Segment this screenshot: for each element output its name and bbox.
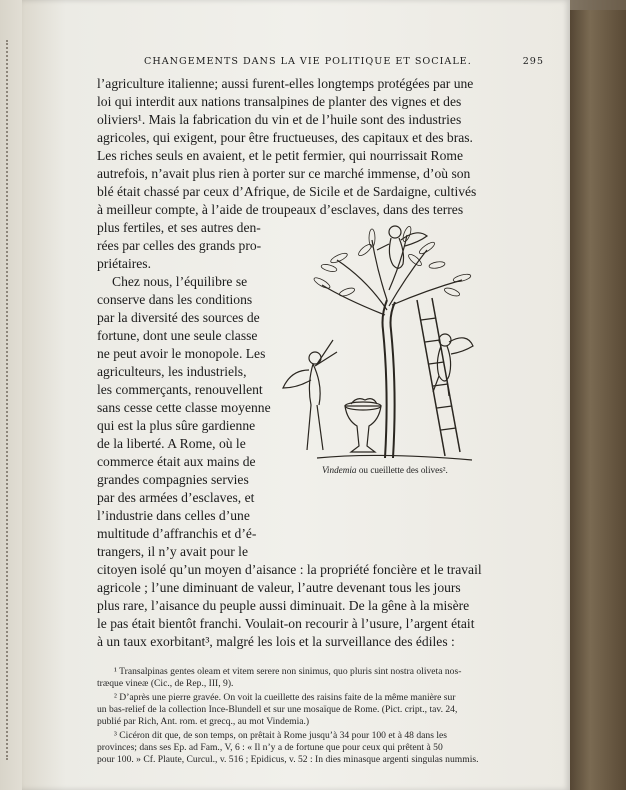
footnote-line: publié par Rich, Ant. rom. et grecq., au mot Vindemia.) — [97, 716, 310, 727]
body-line: autrefois, n’avait plus rien à porter sur ce marché immense, d’où son — [97, 166, 471, 181]
body-line: qui est la plus sûre gardienne — [97, 418, 256, 433]
footnote-line: un bas-relief de la collection Ince-Blundell et sur une mosaïque de Rome. (Pict. cript., tav. 24, — [97, 704, 458, 715]
body-line: grandes compagnies servies — [97, 472, 249, 487]
body-line: de la liberté. A Rome, où le — [97, 436, 246, 451]
body-line: à meilleur compte, à l’aide de troupeaux d’esclaves, dans des terres — [97, 202, 464, 217]
body-line: sans cesse cette classe moyenne — [97, 400, 271, 415]
body-line: loi qui interdit aux nations transalpines de planter des vignes et des — [97, 94, 462, 109]
body-line: blé était chassé par ceux d’Afrique, de Sicile et de Sardaigne, cultivés — [97, 184, 477, 199]
body-line: agricole ; l’une diminuant de valeur, l’autre devenant tous les jours — [97, 580, 461, 595]
body-line: à un taux exorbitant³, malgré les lois et la surveillance des édiles : — [97, 634, 455, 649]
book-page — [22, 0, 570, 790]
body-line: les commerçants, renouvellent — [97, 382, 263, 397]
body-line: commerce était aux mains de — [97, 454, 256, 469]
body-line: l’agriculture italienne; aussi furent-elles longtemps protégées par une — [97, 76, 474, 91]
footnote-line: provinces; dans ses Ep. ad Fam., V, 6 : « Il n’y a de fortune que pour ceux qui prêtent à 50 — [97, 742, 443, 753]
caption-text: ou cueillette des olives². — [356, 465, 448, 475]
footnote-line: ² D’après une pierre gravée. On voit la cueillette des raisins faite de la même manière sur — [114, 692, 456, 703]
body-line: multitude d’affranchis et d’é- — [97, 526, 257, 541]
body-line: Les riches seuls en avaient, et le petit fermier, qui nourrissait Rome — [97, 148, 463, 163]
page-number: 295 — [522, 56, 544, 67]
figure-caption — [322, 465, 448, 475]
body-line: conserve dans les conditions — [97, 292, 253, 307]
body-line: Chez nous, l’équilibre se — [112, 274, 248, 289]
body-line: trangers, il n’y avait pour le — [97, 544, 248, 559]
body-line: plus fertiles, et ses autres den- — [97, 220, 261, 235]
footnote-line: ³ Cicéron dit que, de son temps, on prêtait à Rome jusqu’à 34 pour 100 et à 48 dans les — [114, 730, 447, 741]
vindemia-illustration — [277, 220, 482, 465]
body-line: fortune, dont une seule classe — [97, 328, 258, 343]
book-cover-edge — [566, 10, 626, 790]
body-line: rées par celles des grands pro- — [97, 238, 262, 253]
body-line: oliviers¹. Mais la fabrication du vin et de l’huile sont des industries — [97, 112, 462, 127]
body-line: l’industrie dans celles d’une — [97, 508, 250, 523]
body-line: plus rare, l’aisance du peuple aussi diminuait. De la gêne à la misère — [97, 598, 470, 613]
body-line: par des armées d’esclaves, et — [97, 490, 255, 505]
body-line: le pas était bientôt franchi. Voulait-on recourir à l’usure, l’argent était — [97, 616, 475, 631]
footnote-line: ¹ Transalpinas gentes oleam et vitem serere non sinimus, quo pluris sint nostra oliveta nos- — [114, 666, 462, 677]
caption-italic: Vindemia — [322, 465, 357, 475]
body-line: agricoles, qui exigent, pour être fructueuses, des capitaux et des bras. — [97, 130, 473, 145]
body-line: par la diversité des sources de — [97, 310, 260, 325]
header-title: CHANGEMENTS DANS LA VIE POLITIQUE ET SOCIALE. — [144, 56, 472, 67]
binding-stitches — [6, 40, 14, 760]
footnote-line: pour 100. » Cf. Plaute, Curcul., v. 516 ; Epidicus, v. 52 : In dies minasque argenti singulas nummis. — [97, 754, 479, 765]
body-line: agriculteurs, les industriels, — [97, 364, 247, 379]
footnote-line: træque vineæ (Cic., de Rep., III, 9). — [97, 678, 234, 689]
body-line: priétaires. — [97, 256, 151, 271]
body-line: citoyen isolé qu’un moyen d’aisance : la propriété foncière et le travail — [97, 562, 482, 577]
body-line: ne peut avoir le monopole. Les — [97, 346, 266, 361]
